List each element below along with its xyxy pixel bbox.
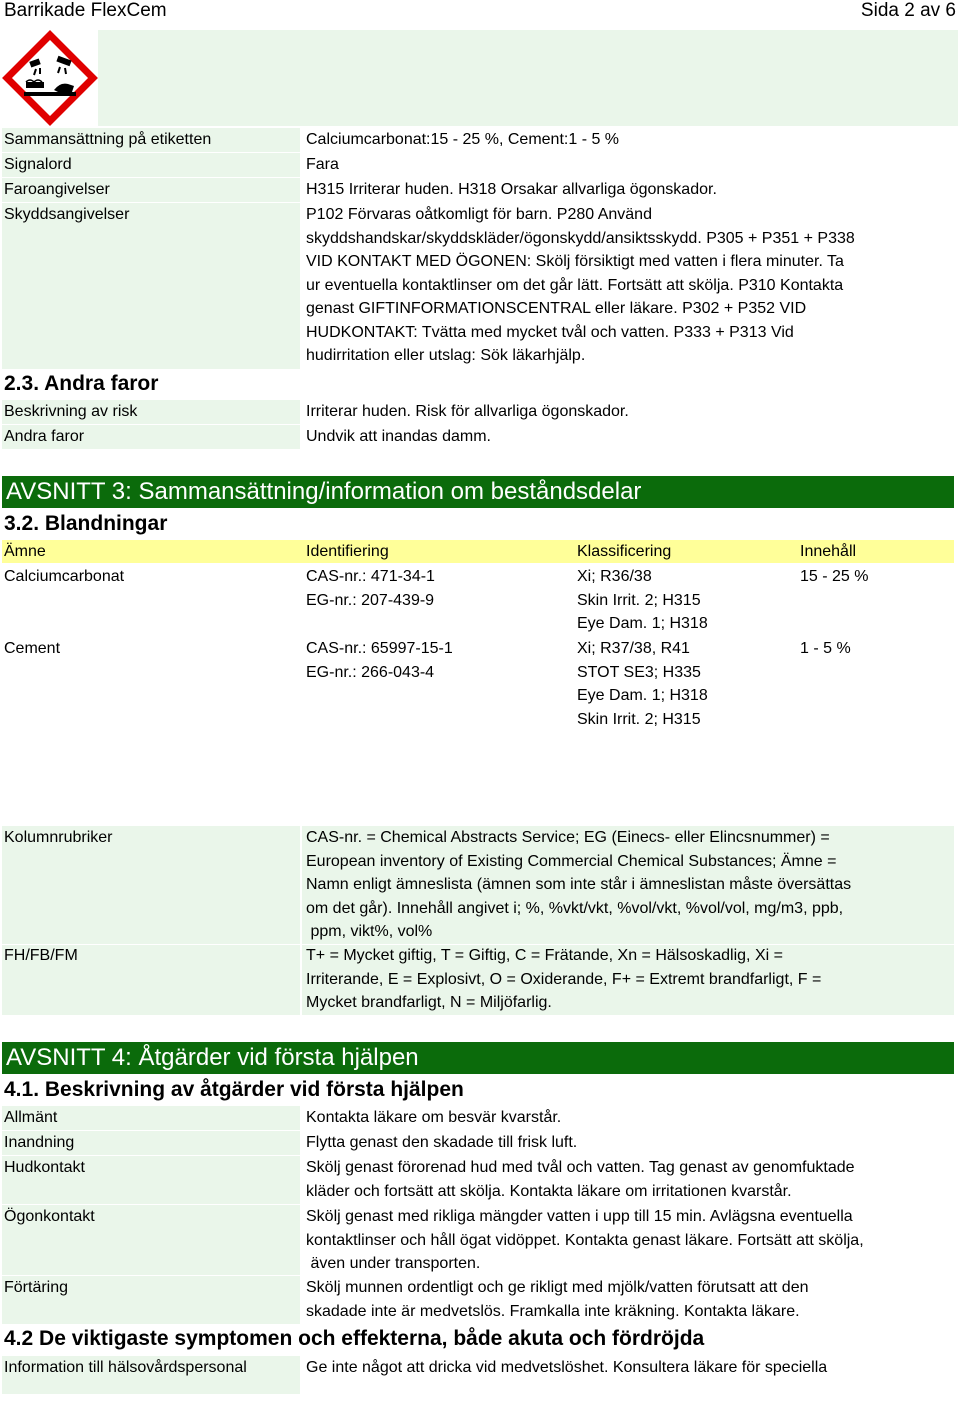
- eye-contact-value: [306, 1205, 951, 1276]
- precaution-line: skyddshandskar/skyddskläder/ögonskydd/ansiktsskydd. P305 + P351 + P338: [306, 229, 855, 247]
- text-line: kläder och fortsätt att skölja. Kontakta läkare om irritationen kvarstår.: [306, 1182, 792, 1200]
- inhalation-value: Flytta genast den skadade till frisk luft.: [306, 1134, 578, 1151]
- precaution-line: hudirritation eller utslag: Sök läkarhjälp.: [306, 347, 586, 364]
- symptoms-heading: 4.2 De viktigaste symptomen och effekterna, både akuta och fördröjda: [4, 1327, 705, 1350]
- label-eye-contact: Ögonkontakt: [4, 1208, 95, 1225]
- page-number: Sida 2 av 6: [860, 0, 956, 21]
- note-line: European inventory of Existing Commercial Chemical Substances; Ämne =: [306, 852, 837, 870]
- label-composition: Sammansättning på etiketten: [4, 131, 212, 148]
- label-inhalation: Inandning: [4, 1134, 75, 1151]
- table-row-content: 15 - 25 %: [800, 568, 869, 585]
- classification-line: STOT SE3; H335: [577, 663, 701, 681]
- classification-line: Xi; R36/38: [577, 568, 652, 585]
- hazard-statements-value: H315 Irriterar huden. H318 Orsakar allvarliga ögonskador.: [306, 181, 717, 198]
- table-row-identification: [306, 637, 453, 684]
- label-health-info: Information till hälsovårdspersonal: [4, 1359, 247, 1376]
- skin-contact-value: [306, 1156, 951, 1203]
- eg-number: EG-nr.: 207-439-9: [306, 591, 435, 609]
- label-skin-contact: Hudkontakt: [4, 1159, 85, 1176]
- precaution-line: ur eventuella kontaktlinser om det går lätt. Fortsätt att skölja. P310 Kontakta: [306, 276, 844, 294]
- composition-value: Calciumcarbonat:15 - 25 %, Cement:1 - 5 %: [306, 131, 620, 148]
- label-other-hazards: Andra faror: [4, 428, 85, 445]
- table-row-classification: [577, 637, 708, 731]
- classification-line: Skin Irrit. 2; H315: [577, 591, 701, 609]
- label-column-headings: Kolumnrubriker: [4, 829, 113, 846]
- classification-line: Skin Irrit. 2; H315: [577, 710, 701, 728]
- text-line: Skölj genast med rikliga mängder vatten i upp till 15 min. Avlägsna eventuella: [306, 1208, 853, 1225]
- classification-line: Eye Dam. 1; H318: [577, 615, 708, 632]
- table-row-identification: [306, 565, 435, 612]
- note-line: CAS-nr. = Chemical Abstracts Service; EG (Einecs- eller Elincsnummer) =: [306, 829, 830, 846]
- first-aid-heading: 4.1. Beskrivning av åtgärder vid första hjälpen: [4, 1078, 464, 1101]
- col-identification: Identifiering: [306, 543, 389, 560]
- section-3-title: AVSNITT 3: Sammansättning/information om beståndsdelar: [2, 476, 954, 508]
- col-content: Innehåll: [800, 543, 857, 560]
- ghs05-corrosion-icon: [2, 30, 98, 126]
- text-line: kontaktlinser och håll ögat vidöppet. Kontakta genast läkare. Fortsätt att skölja,: [306, 1231, 864, 1249]
- other-hazards-heading: 2.3. Andra faror: [4, 372, 159, 395]
- cas-number: CAS-nr.: 65997-15-1: [306, 640, 453, 657]
- note-line: ppm, vikt%, vol%: [306, 923, 433, 940]
- col-substance: Ämne: [4, 543, 46, 560]
- general-value: Kontakta läkare om besvär kvarstår.: [306, 1109, 562, 1126]
- text-line: Skölj genast förorenad hud med tvål och vatten. Tag genast av genomfuktade: [306, 1159, 855, 1176]
- note-line: Mycket brandfarligt, N = Miljöfarlig.: [306, 994, 552, 1011]
- label-precautionary: Skyddsangivelser: [4, 206, 130, 223]
- precaution-line: HUDKONTAKT: Tvätta med mycket tvål och vatten. P333 + P313 Vid: [306, 323, 794, 341]
- precaution-line: P102 Förvaras oåtkomligt för barn. P280 Använd: [306, 206, 652, 223]
- label-risk-description: Beskrivning av risk: [4, 403, 138, 420]
- label-hazard-statements: Faroangivelser: [4, 181, 110, 198]
- eg-number: EG-nr.: 266-043-4: [306, 663, 435, 681]
- other-hazards-value: Undvik att inandas damm.: [306, 428, 491, 445]
- col-classification: Klassificering: [577, 543, 672, 560]
- label-ingestion: Förtäring: [4, 1279, 69, 1296]
- table-row-content: 1 - 5 %: [800, 640, 851, 657]
- note-line: Namn enligt ämneslista (ämnen som inte står i ämneslistan måste översättas: [306, 876, 852, 893]
- note-line: T+ = Mycket giftig, T = Giftig, C = Frätande, Xn = Hälsoskadlig, Xi =: [306, 947, 783, 964]
- table-row-classification: [577, 565, 708, 636]
- classification-line: Xi; R37/38, R41: [577, 640, 690, 657]
- label-hazard-codes: FH/FB/FM: [4, 947, 78, 964]
- table-row-substance: Cement: [4, 640, 61, 657]
- risk-description-value: Irriterar huden. Risk för allvarliga ögonskador.: [306, 403, 629, 420]
- ingestion-value: [306, 1276, 951, 1323]
- section-4-title: AVSNITT 4: Åtgärder vid första hjälpen: [2, 1042, 954, 1074]
- label-signal-word: Signalord: [4, 156, 72, 173]
- text-line: Skölj munnen ordentligt och ge rikligt med mjölk/vatten förutsatt att den: [306, 1279, 809, 1296]
- hazard-codes-text: [306, 944, 951, 1015]
- mixtures-heading: 3.2. Blandningar: [4, 512, 168, 535]
- pictogram-panel: [2, 30, 958, 126]
- product-name: Barrikade FlexCem: [4, 0, 167, 21]
- text-line: skadade inte är medvetslös. Framkalla inte kräkning. Kontakta läkare.: [306, 1302, 800, 1320]
- label-general: Allmänt: [4, 1109, 58, 1126]
- table-row-substance: Calciumcarbonat: [4, 568, 125, 585]
- precautionary-statements: [306, 203, 946, 368]
- column-headings-text: [306, 826, 951, 944]
- cas-number: CAS-nr.: 471-34-1: [306, 568, 435, 585]
- precaution-line: VID KONTAKT MED ÖGONEN: Skölj försiktigt med vatten i flera minuter. Ta: [306, 253, 844, 270]
- precaution-line: genast GIFTINFORMATIONSCENTRAL eller läkare. P302 + P352 VID: [306, 300, 807, 317]
- text-line: även under transporten.: [306, 1255, 481, 1272]
- note-line: om det går). Innehåll angivet i; %, %vkt/vkt, %vol/vkt, %vol/vol, mg/m3, ppb,: [306, 899, 844, 917]
- signal-word-value: Fara: [306, 156, 339, 173]
- classification-line: Eye Dam. 1; H318: [577, 687, 708, 704]
- health-info-value: Ge inte något att dricka vid medvetslöshet. Konsultera läkare för speciella: [306, 1359, 828, 1376]
- note-line: Irriterande, E = Explosivt, O = Oxiderande, F+ = Extremt brandfarligt, F =: [306, 970, 822, 988]
